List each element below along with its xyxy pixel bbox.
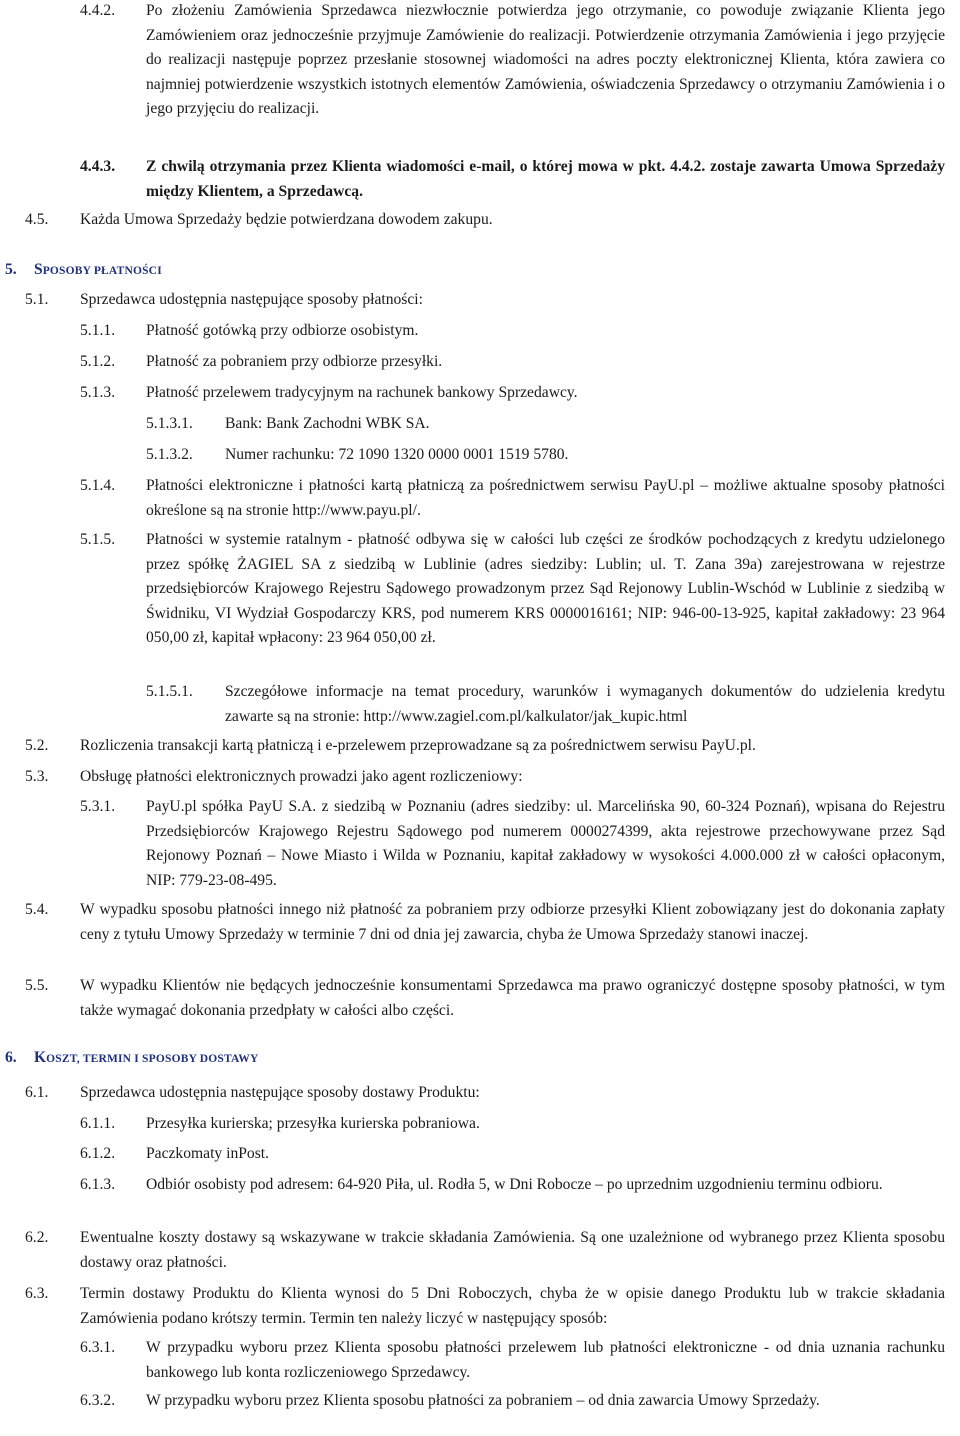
section-5-number: 5. (5, 261, 17, 278)
clause-text-5-1-5: Płatności w systemie ratalnym - płatność odbywa się w całości lub części ze środków pochodzących z kredytu udzielonego przez spółkę ŻAGIEL SA z siedzibą w Lublinie (adres siedziby: Lublin; ul. T. Zana 39a) zarejestrowana w rejestrze przedsiębiorców Krajowego Rejestru Sądowego prowadzonym przez Sąd Rejonowy Lublin-Wschód w Lublinie z siedzibą w Świdniku, VI Wydział Gospodarczy KRS, pod numerem KRS 0000016161; NIP: 946-00-13-925, kapitał zakładowy: 23 964 050,00 zł, kapitał wpłacony: 23 964 050,00 zł. (146, 531, 945, 646)
clause-number-5-1-5-1: 5.1.5.1. (146, 683, 193, 700)
clause-number-5-4: 5.4. (25, 901, 49, 918)
clause-text-5-1: Sprzedawca udostępnia następujące sposoby płatności: (80, 291, 423, 308)
clause-text-5-1-4: Płatności elektroniczne i płatności kartą płatniczą za pośrednictwem serwisu PayU.pl – możliwe aktualne sposoby płatności określone są na stronie http://www.payu.pl/. (146, 477, 945, 519)
clause-text-5-2: Rozliczenia transakcji kartą płatniczą i e-przelewem przeprowadzane są za pośrednictwem serwisu PayU.pl. (80, 737, 756, 754)
clause-number-5-1-3: 5.1.3. (80, 384, 116, 401)
clause-text-5-1-3-2: Numer rachunku: 72 1090 1320 0000 0001 1519 5780. (225, 446, 569, 463)
clause-text-6-3-2: W przypadku wyboru przez Klienta sposobu płatności za pobraniem – od dnia zawarcia Umowy Sprzedaży. (146, 1392, 820, 1409)
clause-number-5-1-5: 5.1.5. (80, 531, 116, 548)
section-6-number: 6. (5, 1049, 17, 1066)
clause-number-6-1-1: 6.1.1. (80, 1115, 116, 1132)
clause-text-5-1-1: Płatność gotówką przy odbiorze osobistym. (146, 322, 419, 339)
clause-number-5-1-3-1: 5.1.3.1. (146, 415, 193, 432)
clause-text-6-1-2: Paczkomaty inPost. (146, 1145, 270, 1162)
clause-text-5-3-1: PayU.pl spółka PayU S.A. z siedzibą w Poznaniu (adres siedziby: ul. Marcelińska 90, 60-324 Poznań), wpisana do Rejestru Przedsiębiorców Krajowego Rejestru Sądowego pod numerem 0000274399, akta rejestrowe przechowywane przez Sąd Rejonowy Poznań – Nowe Miasto i Wilda w Poznaniu, kapitał zakładowy w wysokości 4.000.000 zł w całości opłaconym, NIP: 779-23-08-495. (146, 798, 945, 889)
clause-number-5-1-4: 5.1.4. (80, 477, 116, 494)
clause-text-6-3: Termin dostawy Produktu do Klienta wynosi do 5 Dni Roboczych, chyba że w opisie danego Produktu lub w trakcie składania Zamówienia podano krótszy termin. Termin ten należy liczyć w następujący sposób: (80, 1285, 945, 1327)
section-6-title-initial: K (34, 1049, 47, 1066)
section-6-title-rest: OSZT, TERMIN I SPOSOBY DOSTAWY (46, 1053, 259, 1065)
clause-text-6-1-1: Przesyłka kurierska; przesyłka kurierska pobraniowa. (146, 1115, 480, 1132)
clause-number-5-2: 5.2. (25, 737, 49, 754)
clause-text-5-3: Obsługę płatności elektronicznych prowadzi jako agent rozliczeniowy: (80, 768, 523, 785)
clause-number-6-3-1: 6.3.1. (80, 1339, 116, 1356)
clause-number-5-3-1: 5.3.1. (80, 798, 116, 815)
clause-number-4-5: 4.5. (25, 211, 49, 228)
clause-number-6-1: 6.1. (25, 1084, 49, 1101)
clause-text-5-1-2: Płatność za pobraniem przy odbiorze przesyłki. (146, 353, 443, 370)
clause-number-6-2: 6.2. (25, 1229, 49, 1246)
clause-text-5-4: W wypadku sposobu płatności innego niż płatność za pobraniem przy odbiorze przesyłki Klient zobowiązany jest do dokonania zapłaty ceny z tytułu Umowy Sprzedaży w terminie 7 dni od dnia jej zawarcia, chyba że Umowa Sprzedaży stanowi inaczej. (80, 901, 945, 943)
clause-text-4-4-2: Po złożeniu Zamówienia Sprzedawca niezwłocznie potwierdza jego otrzymanie, co powoduje związanie Klienta jego Zamówieniem oraz jednocześnie przyjmuje Zamówienie do realizacji. Potwierdzenie otrzymania Zamówienia i jego przyjęcie do realizacji następuje poprzez przesłanie stosownej wiadomości na adres poczty elektronicznej Klienta, która zawiera co najmniej potwierdzenie wszystkich istotnych elementów Zamówienia, oświadczenia Sprzedawcy o otrzymaniu Zamówienia i o jego przyjęciu do realizacji. (146, 2, 945, 117)
clause-text-6-2: Ewentualne koszty dostawy są wskazywane w trakcie składania Zamówienia. Są one uzależnione od wybranego przez Klienta sposobu dostawy oraz płatności. (80, 1229, 945, 1271)
clause-number-5-1-1: 5.1.1. (80, 322, 116, 339)
clause-text-4-4-3: Z chwilą otrzymania przez Klienta wiadomości e-mail, o której mowa w pkt. 4.4.2. zostaje zawarta Umowa Sprzedaży między Klientem, a Sprzedawcą. (146, 158, 945, 200)
clause-text-5-1-3-1: Bank: Bank Zachodni WBK SA. (225, 415, 430, 432)
clause-number-6-1-2: 6.1.2. (80, 1145, 116, 1162)
clause-number-5-1-3-2: 5.1.3.2. (146, 446, 193, 463)
clause-text-6-3-1: W przypadku wyboru przez Klienta sposobu płatności przelewem lub płatności elektroniczne - od dnia uznania rachunku bankowego lub konta rozliczeniowego Sprzedawcy. (146, 1339, 945, 1381)
clause-number-6-1-3: 6.1.3. (80, 1176, 116, 1193)
clause-number-4-4-3: 4.4.3. (80, 158, 116, 175)
section-6-title (34, 1046, 258, 1071)
clause-text-6-1-3: Odbiór osobisty pod adresem: 64-920 Piła, ul. Rodła 5, w Dni Robocze – po uprzednim uzgodnieniu terminu odbioru. (146, 1176, 883, 1193)
clause-number-5-1-2: 5.1.2. (80, 353, 116, 370)
section-5-title-initial: S (34, 261, 43, 278)
clause-text-5-1-5-1: Szczegółowe informacje na temat procedury, warunków i wymaganych dokumentów do udzielenia kredytu zawarte są na stronie: http://www.zagiel.com.pl/kalkulator/jak_kupic.html (225, 683, 945, 725)
clause-text-5-5: W wypadku Klientów nie będących jednocześnie konsumentami Sprzedawca ma prawo ograniczyć dostępne sposoby płatności, w tym także wymagać dokonania przedpłaty w całości albo części. (80, 977, 945, 1019)
clause-number-5-1: 5.1. (25, 291, 49, 308)
clause-text-5-1-3: Płatność przelewem tradycyjnym na rachunek bankowy Sprzedawcy. (146, 384, 578, 401)
clause-text-4-5: Każda Umowa Sprzedaży będzie potwierdzana dowodem zakupu. (80, 211, 493, 228)
section-5-title-rest: POSOBY PŁATNOŚCI (42, 265, 162, 277)
clause-number-5-5: 5.5. (25, 977, 49, 994)
clause-text-6-1: Sprzedawca udostępnia następujące sposoby dostawy Produktu: (80, 1084, 480, 1101)
section-5-title (34, 258, 162, 283)
clause-number-6-3: 6.3. (25, 1285, 49, 1302)
clause-number-4-4-2: 4.4.2. (80, 2, 116, 19)
clause-number-5-3: 5.3. (25, 768, 49, 785)
clause-number-6-3-2: 6.3.2. (80, 1392, 116, 1409)
